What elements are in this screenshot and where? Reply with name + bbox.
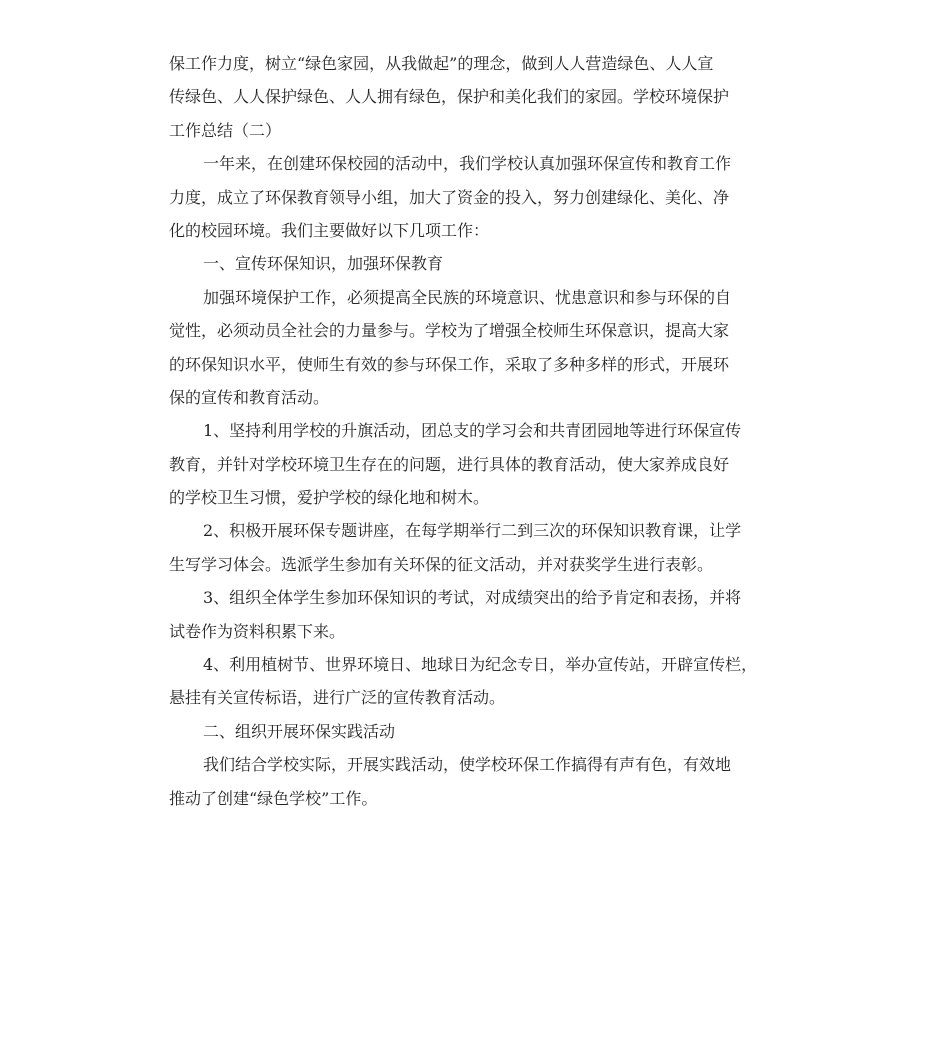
text-line-12: 1、坚持利用学校的升旗活动，团总支的学习会和共青团园地等进行环保宣传 (203, 421, 742, 441)
text-line-15: 2、积极开展环保专题讲座，在每学期举行二到三次的环保知识教育课，让学 (203, 521, 742, 541)
text-line-13: 教育，并针对学校环境卫生存在的问题，进行具体的教育活动，使大家养成良好 (169, 454, 730, 474)
section-heading-2: 二、组织开展环保实践活动 (203, 721, 396, 741)
section-heading-1: 一、宣传环保知识，加强环保教育 (203, 254, 444, 274)
text-line-3: 工作总结（二） (169, 120, 282, 140)
text-line-8: 加强环境保护工作，必须提高全民族的环境意识、忧患意识和参与环保的自 (203, 287, 732, 307)
text-line-9: 觉性，必须动员全社会的力量参与。学校为了增强全校师生环保意识，提高大家 (169, 321, 730, 341)
text-line-19: 4、利用植树节、世界环境日、地球日为纪念专日，举办宣传站，开辟宣传栏， (203, 655, 758, 675)
text-line-18: 试卷作为资料积累下来。 (169, 621, 346, 641)
document-body (169, 47, 809, 815)
text-line-17: 3、组织全体学生参加环保知识的考试，对成绩突出的给予肯定和表扬，并将 (203, 588, 742, 608)
text-line-20: 悬挂有关宣传标语，进行广泛的宣传教育活动。 (169, 688, 506, 708)
text-line-11: 保的宣传和教育活动。 (169, 387, 330, 407)
text-line-22: 我们结合学校实际，开展实践活动，使学校环保工作搞得有声有色，有效地 (203, 755, 732, 775)
text-line-4: 一年来，在创建环保校园的活动中，我们学校认真加强环保宣传和教育工作 (203, 154, 732, 174)
text-line-6: 化的校园环境。我们主要做好以下几项工作： (169, 220, 490, 240)
text-line-16: 生写学习体会。选派学生参加有关环保的征文活动，并对获奖学生进行表彰。 (169, 554, 714, 574)
text-line-23: 推动了创建“绿色学校”工作。 (169, 788, 378, 808)
text-line-1: 保工作力度，树立“绿色家园，从我做起”的理念，做到人人营造绿色、人人宣 (169, 54, 714, 73)
text-line-2: 传绿色、人人保护绿色、人人拥有绿色，保护和美化我们的家园。学校环境保护 (169, 87, 730, 107)
text-line-5: 力度，成立了环保教育领导小组，加大了资金的投入，努力创建绿化、美化、净 (169, 187, 730, 207)
text-line-10: 的环保知识水平，使师生有效的参与环保工作，采取了多种多样的形式，开展环 (169, 354, 730, 374)
text-line-14: 的学校卫生习惯，爱护学校的绿化地和树木。 (169, 488, 490, 508)
